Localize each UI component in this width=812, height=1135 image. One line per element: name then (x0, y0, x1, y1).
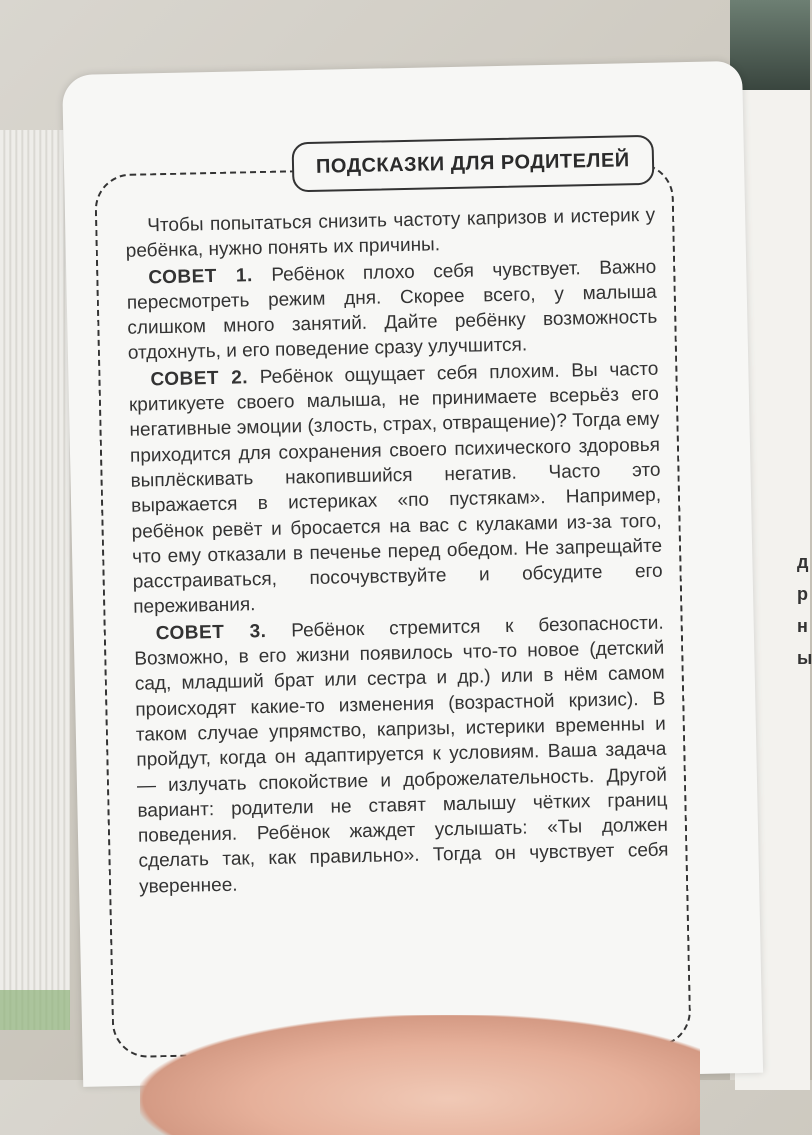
next-page-fragment: н (797, 616, 808, 636)
tip-label: СОВЕТ 2. (150, 367, 249, 391)
book-page-edges (0, 130, 70, 1030)
next-page-fragment: р (797, 584, 808, 604)
tip-label: СОВЕТ 1. (148, 264, 253, 288)
thumb (140, 1015, 700, 1135)
next-page-fragment: ы (797, 648, 812, 668)
tip-text: Ребёнок стремится к безопасности. Возможно, в его жизни появилось что-то новое (детский сад, младший брат или сестра и др.) или в нём самом происходят какие-то изменения (возрастной кризис). В таком случае упрямство, капризы, истерики временны и пройдут, когда он адаптируется к условиям. Ваша задача — излучать спокойствие и доброжелательность. Другой вариант: родители не ставят малышу чётких границ поведения. Ребёнок жаждет услышать: «Ты должен сделать так, как правильно». Тогда он чувствует себя увереннее. (134, 612, 669, 898)
section-title-text: ПОДСКАЗКИ ДЛЯ РОДИТЕЛЕЙ (315, 148, 630, 178)
section-title (292, 135, 655, 193)
tip-text: Ребёнок ощущает себя плохим. Вы часто критикуете своего малыша, не принимаете всерьёз его негативные эмоции (злость, страх, отвращение)? Тогда ему приходится для сохранения своего психического здоровья выплёскивать накопившийся негатив. Часто это выражается в истериках «по пустякам». Например, ребёнок ревёт и бросается на вас с кулаками из-за того, что ему отказали в печенье перед обедом. Не запрещайте расстраиваться, посочувствуйте и обсудите его переживания. (128, 358, 663, 619)
tip-paragraph-1 (126, 254, 658, 366)
tip-label: СОВЕТ 3. (155, 620, 267, 645)
next-page-fragment: д (797, 552, 809, 572)
intro-paragraph: Чтобы попытаться снизить частоту капризов и истерик у ребёнка, нужно понять их причины. (125, 204, 656, 263)
tip-paragraph-2 (128, 356, 663, 620)
green-object (0, 990, 70, 1030)
tip-text: Ребёнок плохо себя чувствует. Важно пересмотреть режим дня. Скорее всего, у малыша слишком много занятий. Дайте ребёнку возможность отдохнуть, и его поведение сразу улучшится. (126, 256, 658, 365)
book-page (62, 61, 763, 1087)
body-text (125, 203, 669, 900)
tip-paragraph-3 (134, 610, 670, 899)
